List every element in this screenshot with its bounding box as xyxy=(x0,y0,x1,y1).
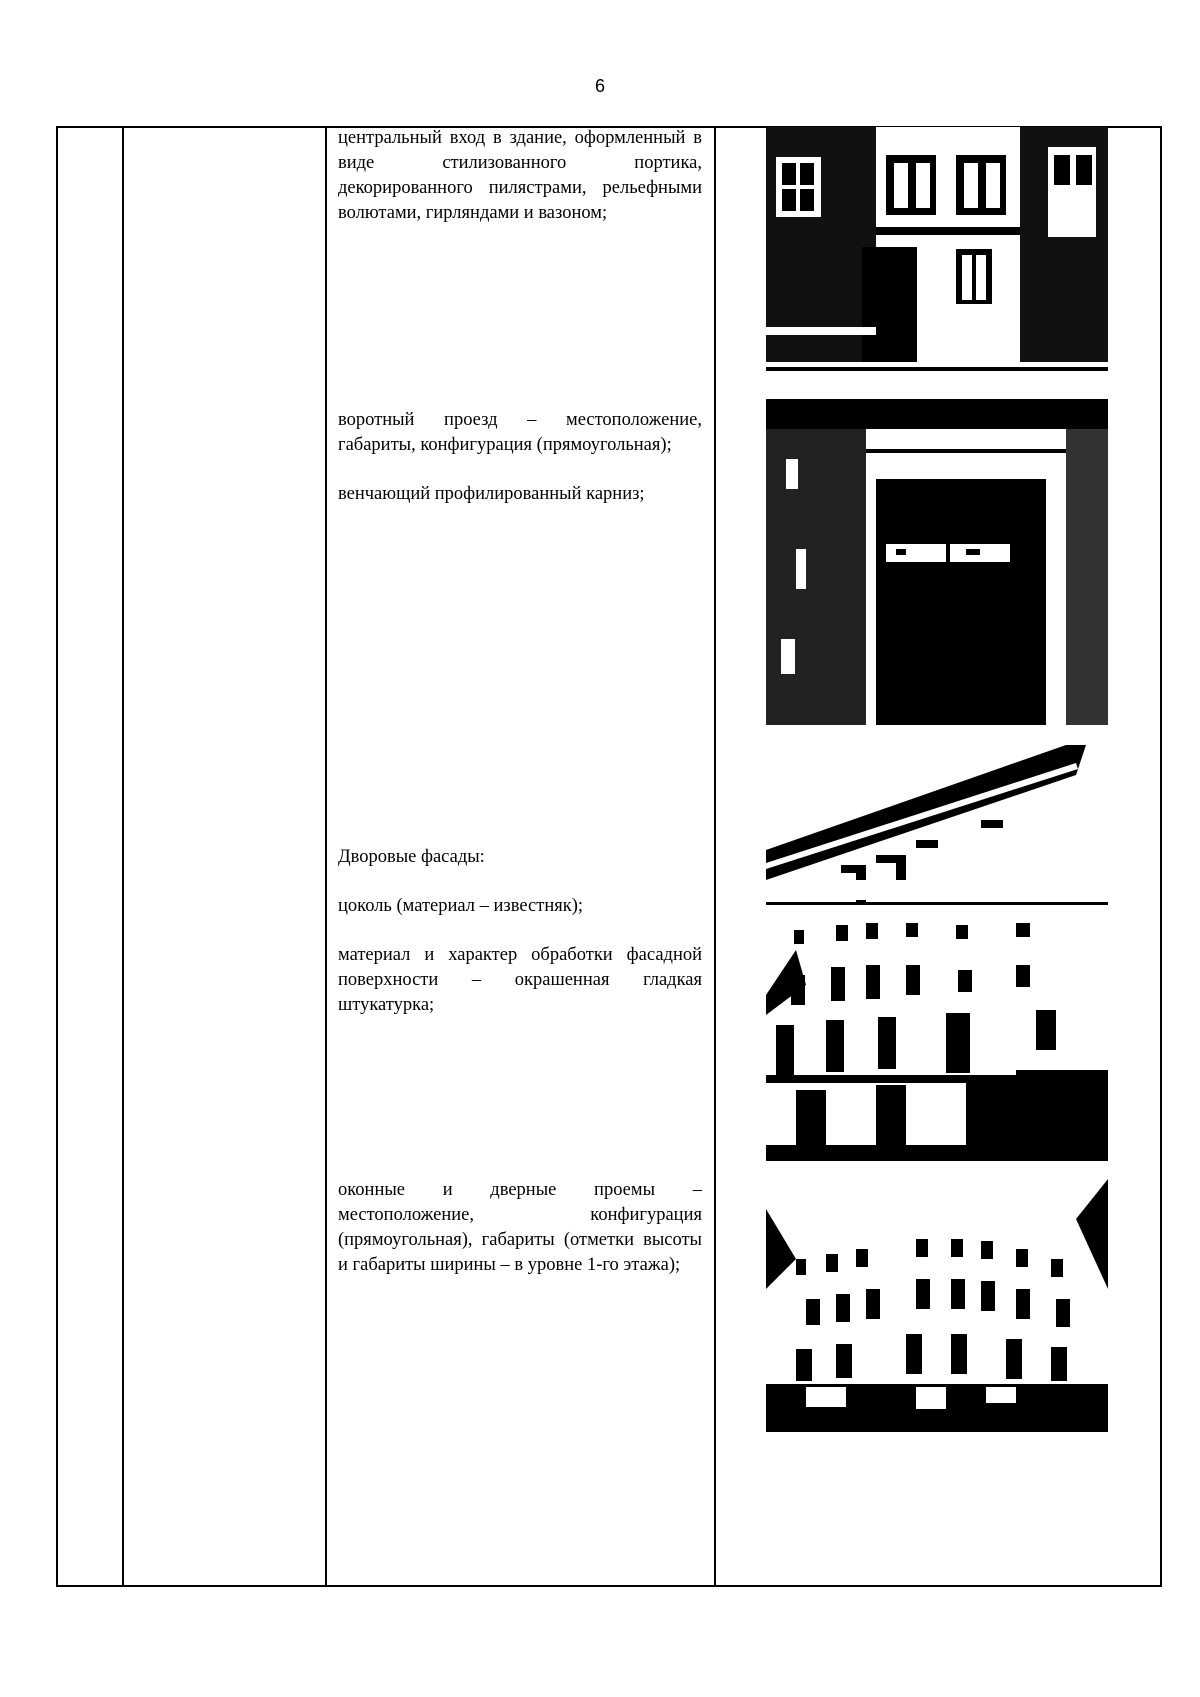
paragraph: материал и характер обработки фасадной поверхности – окрашенная гладкая штукатурка; xyxy=(338,945,702,1015)
column-divider-3 xyxy=(714,128,716,1585)
text-courtyard-facades xyxy=(338,845,702,1018)
text-central-entrance xyxy=(338,126,702,226)
photo-gateway xyxy=(766,399,1108,725)
photo-courtyard-facade xyxy=(766,745,1108,1161)
paragraph: Дворовые фасады: xyxy=(338,847,485,867)
paragraph: цоколь (материал – известняк); xyxy=(338,896,584,916)
text-openings xyxy=(338,1178,702,1278)
column-divider-2 xyxy=(325,128,327,1585)
column-divider-1 xyxy=(122,128,124,1585)
photo-courtyard-windows xyxy=(766,1169,1108,1432)
photo-central-entrance xyxy=(766,127,1108,384)
paragraph: воротный проезд – местоположение, габариты, конфигурация (прямоугольная); xyxy=(338,410,702,455)
page-number: 6 xyxy=(594,76,605,96)
paragraph: венчающий профилированный карниз; xyxy=(338,484,645,504)
paragraph: центральный вход в здание, оформленный в виде стилизованного портика, декорированного пилястрами, рельефными волютами, гирляндами и вазоном; xyxy=(338,128,702,223)
text-gateway xyxy=(338,408,702,507)
paragraph: оконные и дверные проемы – местоположение, конфигурация (прямоугольная), габариты (отметки высоты и габариты ширины – в уровне 1-го этажа); xyxy=(338,1180,702,1275)
